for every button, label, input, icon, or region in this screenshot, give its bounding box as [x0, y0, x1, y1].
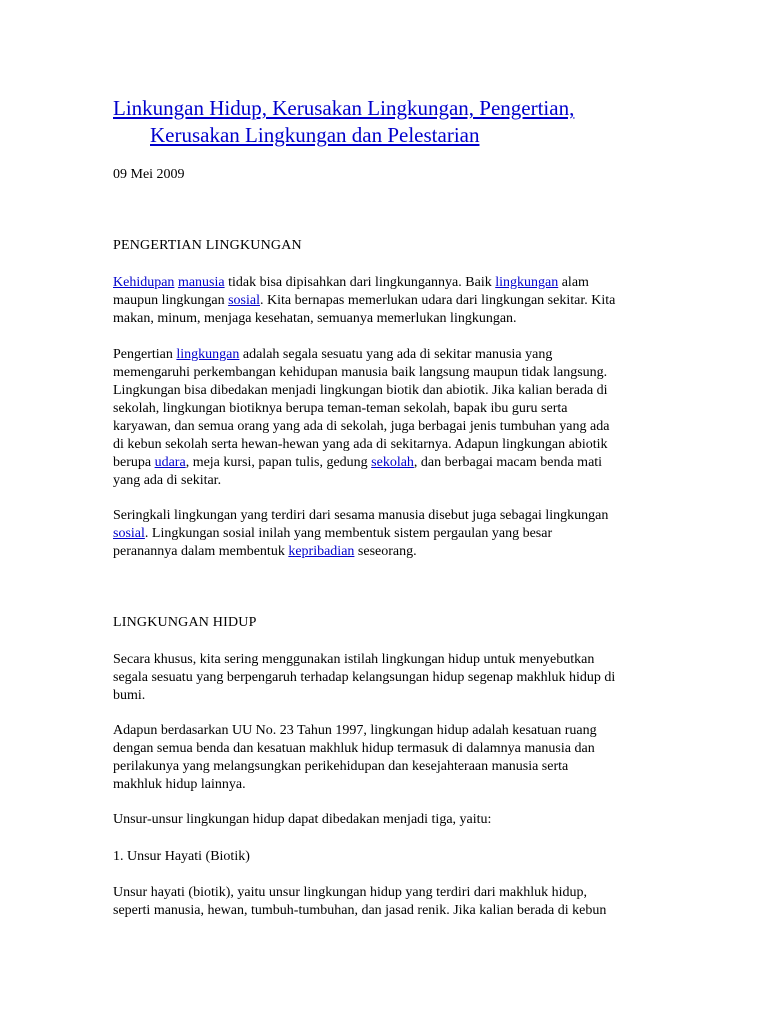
- text: peranannya dalam membentuk: [113, 544, 289, 559]
- paragraph: [113, 507, 658, 561]
- title-link-line1[interactable]: Linkungan Hidup, Kerusakan Lingkungan, Pengertian,: [113, 96, 575, 120]
- section-heading-lingkungan-hidup: LINGKUNGAN HIDUP: [113, 615, 257, 630]
- link-kepribadian[interactable]: kepribadian: [288, 544, 355, 559]
- text-line: seperti manusia, hewan, tumbuh-tumbuhan, dan jasad renik. Jika kalian berada di kebun: [113, 903, 607, 918]
- text-line: [113, 346, 658, 364]
- text-line: segala sesuatu yang berpengaruh terhadap kelangsungan hidup segenap makhluk hidup di: [113, 670, 616, 685]
- text: Pengertian: [113, 347, 177, 362]
- text-line: dengan semua benda dan kesatuan makhluk hidup termasuk di dalamnya manusia dan: [113, 741, 595, 756]
- text-line: makhluk hidup lainnya.: [113, 777, 246, 792]
- text-line: [113, 543, 658, 561]
- text: , dan berbagai macam benda mati: [413, 455, 603, 470]
- text-line: Adapun berdasarkan UU No. 23 Tahun 1997, lingkungan hidup adalah kesatuan ruang: [113, 723, 597, 738]
- text-line: [113, 274, 658, 292]
- text-line: sekolah, lingkungan biotiknya berupa teman-teman sekolah, bapak ibu guru serta: [113, 401, 568, 416]
- text: . Lingkungan sosial inilah yang membentuk sistem pergaulan yang besar: [144, 526, 553, 541]
- text-line: Lingkungan bisa dibedakan menjadi lingkungan biotik dan abiotik. Jika kalian berada di: [113, 383, 608, 398]
- paragraph: [113, 722, 658, 794]
- text-line: di kebun sekolah serta hewan-hewan yang ada di sekitarnya. Adapun lingkungan abiotik: [113, 437, 608, 452]
- link-sekolah[interactable]: sekolah: [371, 455, 414, 470]
- text-line: [113, 525, 658, 543]
- link-lingkungan[interactable]: lingkungan: [176, 347, 240, 362]
- paragraph: [113, 346, 658, 490]
- text-line: makan, minum, menjaga kesehatan, semuanya memerlukan lingkungan.: [113, 311, 517, 326]
- publish-date: 09 Mei 2009: [113, 167, 185, 182]
- paragraph: Unsur-unsur lingkungan hidup dapat dibedakan menjadi tiga, yaitu:: [113, 812, 492, 827]
- link-manusia[interactable]: manusia: [177, 275, 225, 290]
- link-sosial[interactable]: sosial: [113, 526, 145, 541]
- paragraph: [113, 884, 658, 920]
- paragraph: [113, 651, 658, 705]
- text-line: Unsur hayati (biotik), yaitu unsur lingkungan hidup yang terdiri dari makhluk hidup,: [113, 885, 587, 900]
- article-title: [113, 95, 673, 149]
- text-line: Seringkali lingkungan yang terdiri dari sesama manusia disebut juga sebagai lingkungan: [113, 508, 609, 523]
- text: tidak bisa dipisahkan dari lingkungannya. Baik: [224, 275, 496, 290]
- text: seseorang.: [354, 544, 417, 559]
- text-line: memengaruhi perkembangan kehidupan manusia baik langsung maupun tidak langsung.: [113, 365, 608, 380]
- text-line: [113, 292, 658, 310]
- text: . Kita bernapas memerlukan udara dari lingkungan sekitar. Kita: [260, 293, 616, 308]
- section-heading-pengertian: PENGERTIAN LINGKUNGAN: [113, 238, 302, 253]
- text: berupa: [113, 455, 155, 470]
- link-sosial[interactable]: sosial: [228, 293, 260, 308]
- title-link-line2[interactable]: Kerusakan Lingkungan dan Pelestarian: [150, 123, 480, 147]
- text: , meja kursi, papan tulis, gedung: [185, 455, 372, 470]
- text-line: [113, 454, 658, 472]
- text: alam: [558, 275, 589, 290]
- list-heading-unsur-hayati: 1. Unsur Hayati (Biotik): [113, 849, 250, 864]
- link-lingkungan[interactable]: lingkungan: [495, 275, 559, 290]
- text: adalah segala sesuatu yang ada di sekitar manusia yang: [239, 347, 553, 362]
- text-line: karyawan, dan semua orang yang ada di sekolah, juga berbagai jenis tumbuhan yang ada: [113, 419, 610, 434]
- text-line: perilakunya yang melangsungkan perikehidupan dan kesejahteraan manusia serta: [113, 759, 569, 774]
- text-line: yang ada di sekitar.: [113, 473, 222, 488]
- text-line: Secara khusus, kita sering menggunakan istilah lingkungan hidup untuk menyebutkan: [113, 652, 595, 667]
- text: maupun lingkungan: [113, 293, 229, 308]
- link-udara[interactable]: udara: [154, 455, 186, 470]
- link-kehidupan[interactable]: Kehidupan: [113, 275, 175, 290]
- text-line: bumi.: [113, 688, 146, 703]
- paragraph: [113, 274, 658, 328]
